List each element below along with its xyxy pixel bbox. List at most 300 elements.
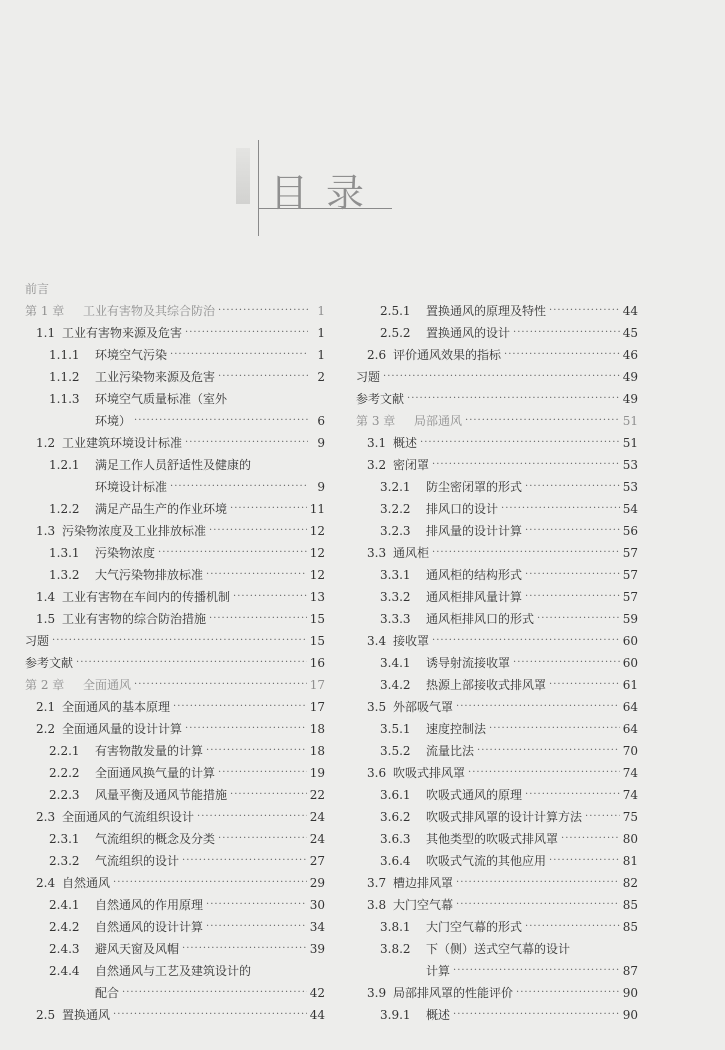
dot-leader	[432, 542, 620, 564]
toc-entry-number: 2.4.1	[49, 898, 80, 912]
toc-entry-page: 11	[309, 502, 325, 516]
toc-entry-number: 3.6.3	[380, 832, 411, 846]
toc-entry	[356, 894, 638, 916]
toc-entry	[356, 872, 638, 894]
toc-entry-title: 流量比法	[426, 744, 475, 758]
toc-entry	[25, 366, 325, 388]
toc-entry-page: 24	[309, 810, 325, 824]
toc-entry-title: 全面通风量的设计计算	[62, 722, 183, 736]
toc-column-right	[356, 300, 638, 1026]
toc-entry-page: 59	[622, 612, 638, 626]
toc-entry	[356, 850, 638, 872]
toc-entry-page: 64	[622, 700, 638, 714]
toc-entry	[25, 872, 325, 894]
dot-leader	[218, 762, 307, 784]
toc-entry-number: 第 3 章	[356, 414, 396, 428]
toc-entry-number: 2.3.2	[49, 854, 80, 868]
toc-entry	[25, 278, 325, 300]
dot-leader	[549, 674, 620, 696]
title-block	[228, 140, 398, 240]
toc-entry-page: 34	[309, 920, 325, 934]
toc-entry-page: 9	[317, 480, 325, 494]
toc-entry-number: 3.8.2	[380, 942, 411, 956]
toc-entry-number: 2.5.2	[380, 326, 411, 340]
toc-entry-number: 1.1.1	[49, 348, 80, 362]
dot-leader	[185, 322, 308, 344]
toc-entry-page: 57	[622, 590, 638, 604]
toc-entry	[356, 630, 638, 652]
toc-entry-number: 1.2.1	[49, 458, 80, 472]
toc-entry-page: 2	[317, 370, 325, 384]
dot-leader	[76, 652, 307, 674]
toc-entry	[356, 696, 638, 718]
toc-entry	[25, 674, 325, 696]
dot-leader	[456, 894, 620, 916]
toc-entry	[356, 740, 638, 762]
dot-leader	[468, 762, 620, 784]
toc-entry-page: 54	[622, 502, 638, 516]
toc-entry-number: 1.2.2	[49, 502, 80, 516]
toc-entry-page: 13	[309, 590, 325, 604]
toc-entry-title: 自然通风的设计计算	[95, 920, 204, 934]
toc-entry-page: 90	[622, 986, 638, 1000]
toc-entry	[25, 806, 325, 828]
toc-entry	[25, 982, 325, 1004]
toc-entry-page: 87	[622, 964, 638, 978]
toc-entry-number: 2.1	[36, 700, 56, 714]
toc-entry-title: 工业有害物在车间内的传播机制	[62, 590, 231, 604]
toc-entry-title: 全面通风	[83, 678, 132, 692]
dot-leader	[206, 894, 307, 916]
dot-leader	[170, 476, 308, 498]
dot-leader	[407, 388, 620, 410]
toc-entry	[25, 652, 325, 674]
dot-leader	[185, 718, 307, 740]
toc-entry	[356, 762, 638, 784]
toc-entry-title: 局部通风	[414, 414, 463, 428]
toc-entry-page: 39	[309, 942, 325, 956]
toc-entry-number: 1.1	[36, 326, 56, 340]
toc-entry-title: 避风天窗及风帽	[95, 942, 180, 956]
toc-entry-title: 全面通风换气量的计算	[95, 766, 216, 780]
toc-entry-number: 3.3.2	[380, 590, 411, 604]
toc-entry	[356, 300, 638, 322]
dot-leader	[456, 872, 620, 894]
toc-entry-page: 22	[309, 788, 325, 802]
toc-entry-number: 1.5	[36, 612, 56, 626]
toc-entry	[25, 520, 325, 542]
toc-entry-title: 环境）	[95, 414, 132, 428]
toc-entry	[356, 542, 638, 564]
toc-entry-number: 3.9.1	[380, 1008, 411, 1022]
toc-entry-title: 气流组织的设计	[95, 854, 180, 868]
dot-leader	[230, 784, 307, 806]
toc-entry-number: 3.3	[367, 546, 387, 560]
toc-entry	[25, 696, 325, 718]
toc-entry-title: 防尘密闭罩的形式	[426, 480, 523, 494]
dot-leader	[218, 828, 307, 850]
toc-entry-title: 有害物散发量的计算	[95, 744, 204, 758]
toc-entry-number: 3.3.3	[380, 612, 411, 626]
toc-entry-number: 3.3.1	[380, 568, 411, 582]
toc-entry-title: 诱导射流接收罩	[426, 656, 511, 670]
toc-entry-page: 56	[622, 524, 638, 538]
toc-entry	[25, 740, 325, 762]
toc-entry	[356, 806, 638, 828]
dot-leader	[561, 828, 620, 850]
toc-entry-page: 18	[309, 744, 325, 758]
toc-entry	[25, 498, 325, 520]
toc-entry-title: 工业有害物的综合防治措施	[62, 612, 207, 626]
toc-entry-title: 外部吸气罩	[393, 700, 454, 714]
toc-entry-title: 自然通风的作用原理	[95, 898, 204, 912]
toc-entry-page: 12	[309, 524, 325, 538]
toc-entry-title: 污染物浓度及工业排放标准	[62, 524, 207, 538]
dot-leader	[525, 476, 620, 498]
dot-leader	[230, 498, 307, 520]
toc-entry-title: 大气污染物排放标准	[95, 568, 204, 582]
toc-entry-page: 57	[622, 568, 638, 582]
toc-entry	[25, 630, 325, 652]
toc-entry	[25, 1004, 325, 1026]
dot-leader	[206, 916, 307, 938]
toc-entry-title: 满足工作人员舒适性及健康的	[95, 458, 252, 472]
toc-entry	[356, 982, 638, 1004]
toc-entry-page: 17	[309, 700, 325, 714]
toc-entry-number: 3.2.1	[380, 480, 411, 494]
toc-entry-number: 3.6.4	[380, 854, 411, 868]
toc-entry-title: 下（侧）送式空气幕的设计	[426, 942, 571, 956]
toc-entry-title: 参考文献	[25, 656, 74, 670]
toc-entry	[356, 388, 638, 410]
toc-entry-title: 自然通风	[62, 876, 111, 890]
dot-leader	[513, 322, 620, 344]
dot-leader	[209, 608, 307, 630]
toc-entry-title: 大门空气幕	[393, 898, 454, 912]
toc-entry	[356, 1004, 638, 1026]
toc-entry-title: 局部排风罩的性能评价	[393, 986, 514, 1000]
toc-entry-page: 53	[622, 480, 638, 494]
dot-leader	[549, 300, 620, 322]
toc-entry-page: 75	[622, 810, 638, 824]
toc-entry-number: 3.6.1	[380, 788, 411, 802]
toc-entry-number: 2.4	[36, 876, 56, 890]
toc-entry	[25, 564, 325, 586]
toc-entry-title: 计算	[426, 964, 451, 978]
toc-entry-page: 16	[309, 656, 325, 670]
toc-entry	[356, 784, 638, 806]
toc-entry-title: 吹吸式通风的原理	[426, 788, 523, 802]
toc-entry-number: 第 2 章	[25, 678, 65, 692]
toc-entry-title: 接收罩	[393, 634, 430, 648]
toc-entry-number: 1.1.3	[49, 392, 80, 406]
dot-leader	[185, 432, 308, 454]
dot-leader	[134, 674, 307, 696]
toc-entry-number: 1.3	[36, 524, 56, 538]
dot-leader	[501, 498, 620, 520]
toc-entry-page: 61	[622, 678, 638, 692]
toc-entry-number: 3.8	[367, 898, 387, 912]
dot-leader	[489, 718, 620, 740]
toc-entry-page: 90	[622, 1008, 638, 1022]
toc-entry-page: 80	[622, 832, 638, 846]
dot-leader	[516, 982, 620, 1004]
toc-entry-title: 满足产品生产的作业环境	[95, 502, 228, 516]
toc-entry	[25, 960, 325, 982]
toc-entry-page: 27	[309, 854, 325, 868]
toc-entry-title: 习题	[356, 370, 381, 384]
toc-entry-title: 其他类型的吹吸式排风罩	[426, 832, 559, 846]
toc-entry-number: 3.2	[367, 458, 387, 472]
toc-entry-number: 3.2.2	[380, 502, 411, 516]
toc-entry-title: 通风柜	[393, 546, 430, 560]
toc-entry-title: 密闭罩	[393, 458, 430, 472]
toc-entry-page: 74	[622, 766, 638, 780]
dot-leader	[233, 586, 307, 608]
toc-entry-number: 3.4	[367, 634, 387, 648]
toc-entry-number: 1.3.1	[49, 546, 80, 560]
toc-entry-page: 15	[309, 634, 325, 648]
toc-entry	[356, 960, 638, 982]
toc-entry-title: 吹吸式气流的其他应用	[426, 854, 547, 868]
dot-leader	[525, 784, 620, 806]
dot-leader	[525, 564, 620, 586]
toc-entry-number: 3.5.1	[380, 722, 411, 736]
toc-entry-title: 风量平衡及通风节能措施	[95, 788, 228, 802]
toc-entry-number: 3.8.1	[380, 920, 411, 934]
toc-entry-page: 74	[622, 788, 638, 802]
toc-entry	[25, 828, 325, 850]
toc-entry-title: 通风柜排风量计算	[426, 590, 523, 604]
toc-entry-page: 85	[622, 898, 638, 912]
dot-leader	[465, 410, 620, 432]
toc-entry-page: 1	[317, 304, 325, 318]
toc-entry-title: 环境空气污染	[95, 348, 168, 362]
toc-entry-page: 1	[317, 326, 325, 340]
toc-entry-title: 速度控制法	[426, 722, 487, 736]
dot-leader	[122, 982, 307, 1004]
dot-leader	[525, 520, 620, 542]
toc-entry-page: 51	[622, 436, 638, 450]
dot-leader	[182, 938, 307, 960]
dot-leader	[52, 630, 307, 652]
toc-entry	[25, 608, 325, 630]
toc-entry-title: 环境空气质量标准（室外	[95, 392, 228, 406]
toc-entry-number: 3.6.2	[380, 810, 411, 824]
toc-entry	[356, 586, 638, 608]
toc-entry-title: 置换通风的设计	[426, 326, 511, 340]
toc-entry	[356, 828, 638, 850]
toc-entry	[356, 366, 638, 388]
dot-leader	[134, 410, 308, 432]
toc-entry	[356, 476, 638, 498]
dot-leader	[453, 960, 620, 982]
toc-entry	[356, 432, 638, 454]
toc-entry-page: 15	[309, 612, 325, 626]
toc-entry	[25, 784, 325, 806]
dot-leader	[420, 432, 620, 454]
toc-entry-title: 评价通风效果的指标	[393, 348, 502, 362]
toc-entry-number: 1.4	[36, 590, 56, 604]
toc-entry-page: 45	[622, 326, 638, 340]
dot-leader	[113, 1004, 307, 1026]
toc-entry	[25, 432, 325, 454]
toc-entry	[25, 542, 325, 564]
toc-entry-page: 44	[309, 1008, 325, 1022]
toc-entry-title: 污染物浓度	[95, 546, 156, 560]
decorative-bar	[236, 148, 250, 204]
toc-entry-page: 57	[622, 546, 638, 560]
toc-entry-page: 82	[622, 876, 638, 890]
toc-entry-number: 2.4.2	[49, 920, 80, 934]
dot-leader	[209, 520, 307, 542]
toc-entry	[25, 322, 325, 344]
toc-entry	[25, 916, 325, 938]
toc-entry-page: 18	[309, 722, 325, 736]
toc-entry	[25, 586, 325, 608]
page-title: 目录	[270, 171, 383, 215]
dot-leader	[206, 564, 307, 586]
toc-entry-number: 3.4.2	[380, 678, 411, 692]
toc-entry-title: 大门空气幕的形式	[426, 920, 523, 934]
toc-entry-page: 42	[309, 986, 325, 1000]
toc-entry	[356, 410, 638, 432]
toc-entry-page: 60	[622, 656, 638, 670]
dot-leader	[513, 652, 620, 674]
toc-entry	[25, 344, 325, 366]
toc-entry-number: 2.4.4	[49, 964, 80, 978]
toc-entry	[25, 454, 325, 476]
toc-entry-page: 19	[309, 766, 325, 780]
dot-leader	[173, 696, 307, 718]
toc-entry-title: 热源上部接收式排风罩	[426, 678, 547, 692]
toc-entry-title: 置换通风	[62, 1008, 111, 1022]
toc-entry-number: 第 1 章	[25, 304, 65, 318]
toc-entry-number: 3.5	[367, 700, 387, 714]
toc-entry-page: 64	[622, 722, 638, 736]
dot-leader	[456, 696, 620, 718]
dot-leader	[504, 344, 620, 366]
toc-entry	[25, 410, 325, 432]
toc-entry-number: 3.5.2	[380, 744, 411, 758]
toc-entry-page: 85	[622, 920, 638, 934]
toc-entry-title: 工业有害物及其综合防治	[83, 304, 216, 318]
toc-entry-number: 2.2.1	[49, 744, 80, 758]
toc-entry	[356, 322, 638, 344]
toc-entry	[356, 608, 638, 630]
toc-entry-title: 工业建筑环境设计标准	[62, 436, 183, 450]
toc-entry	[25, 476, 325, 498]
toc-entry-page: 12	[309, 568, 325, 582]
dot-leader	[158, 542, 307, 564]
dot-leader	[113, 872, 307, 894]
toc-entry-title: 置换通风的原理及特性	[426, 304, 547, 318]
dot-leader	[477, 740, 620, 762]
toc-entry-title: 自然通风与工艺及建筑设计的	[95, 964, 252, 978]
toc-entry-number: 2.2	[36, 722, 56, 736]
toc-entry-title: 排风口的设计	[426, 502, 499, 516]
toc-entry	[356, 674, 638, 696]
toc-entry-title: 通风柜的结构形式	[426, 568, 523, 582]
toc-entry	[25, 850, 325, 872]
toc-entry-page: 44	[622, 304, 638, 318]
toc-entry-number: 1.3.2	[49, 568, 80, 582]
toc-entry-title: 全面通风的基本原理	[62, 700, 171, 714]
dot-leader	[549, 850, 620, 872]
dot-leader	[218, 366, 308, 388]
dot-leader	[525, 916, 620, 938]
toc-entry-page: 17	[309, 678, 325, 692]
toc-entry	[356, 520, 638, 542]
dot-leader	[537, 608, 620, 630]
dot-leader	[206, 740, 307, 762]
dot-leader	[218, 300, 308, 322]
toc-entry-title: 气流组织的概念及分类	[95, 832, 216, 846]
toc-entry	[356, 652, 638, 674]
toc-entry-title: 工业有害物来源及危害	[62, 326, 183, 340]
toc-entry-title: 配合	[95, 986, 120, 1000]
toc-entry-page: 29	[309, 876, 325, 890]
decorative-vertical-line	[258, 140, 259, 236]
toc-entry-number: 2.3	[36, 810, 56, 824]
toc-entry-page: 1	[317, 348, 325, 362]
toc-entry-number: 3.2.3	[380, 524, 411, 538]
toc-entry-title: 通风柜排风口的形式	[426, 612, 535, 626]
toc-entry-page: 6	[317, 414, 325, 428]
toc-entry-number: 3.9	[367, 986, 387, 1000]
toc-entry-number: 2.5	[36, 1008, 56, 1022]
dot-leader	[182, 850, 307, 872]
toc-entry	[25, 718, 325, 740]
toc-entry-number: 2.4.3	[49, 942, 80, 956]
toc-entry	[356, 916, 638, 938]
toc-entry-title: 参考文献	[356, 392, 405, 406]
toc-entry-number: 1.2	[36, 436, 56, 450]
toc-entry-title: 排风量的设计计算	[426, 524, 523, 538]
toc-entry	[25, 894, 325, 916]
toc-entry-title: 全面通风的气流组织设计	[62, 810, 195, 824]
toc-entry-number: 2.3.1	[49, 832, 80, 846]
toc-entry-title: 环境设计标准	[95, 480, 168, 494]
dot-leader	[383, 366, 620, 388]
toc-entry-page: 60	[622, 634, 638, 648]
toc-entry-title: 工业污染物来源及危害	[95, 370, 216, 384]
toc-entry-number: 2.5.1	[380, 304, 411, 318]
dot-leader	[453, 1004, 620, 1026]
toc-entry-page: 9	[317, 436, 325, 450]
toc-entry-number: 3.6	[367, 766, 387, 780]
toc-entry-number: 2.2.2	[49, 766, 80, 780]
toc-entry	[25, 300, 325, 322]
dot-leader	[432, 454, 620, 476]
dot-leader	[197, 806, 307, 828]
toc-entry-page: 30	[309, 898, 325, 912]
toc-entry	[356, 454, 638, 476]
toc-entry-title: 槽边排风罩	[393, 876, 454, 890]
toc-entry-page: 81	[622, 854, 638, 868]
dot-leader	[525, 586, 620, 608]
toc-entry	[356, 344, 638, 366]
toc-entry-number: 3.7	[367, 876, 387, 890]
toc-entry-page: 51	[622, 414, 638, 428]
dot-leader	[585, 806, 620, 828]
toc-entry	[356, 718, 638, 740]
toc-entry-title: 前言	[25, 282, 50, 296]
toc-entry	[356, 564, 638, 586]
toc-entry-title: 吹吸式排风罩的设计计算方法	[426, 810, 583, 824]
toc-entry	[25, 388, 325, 410]
toc-entry-page: 70	[622, 744, 638, 758]
